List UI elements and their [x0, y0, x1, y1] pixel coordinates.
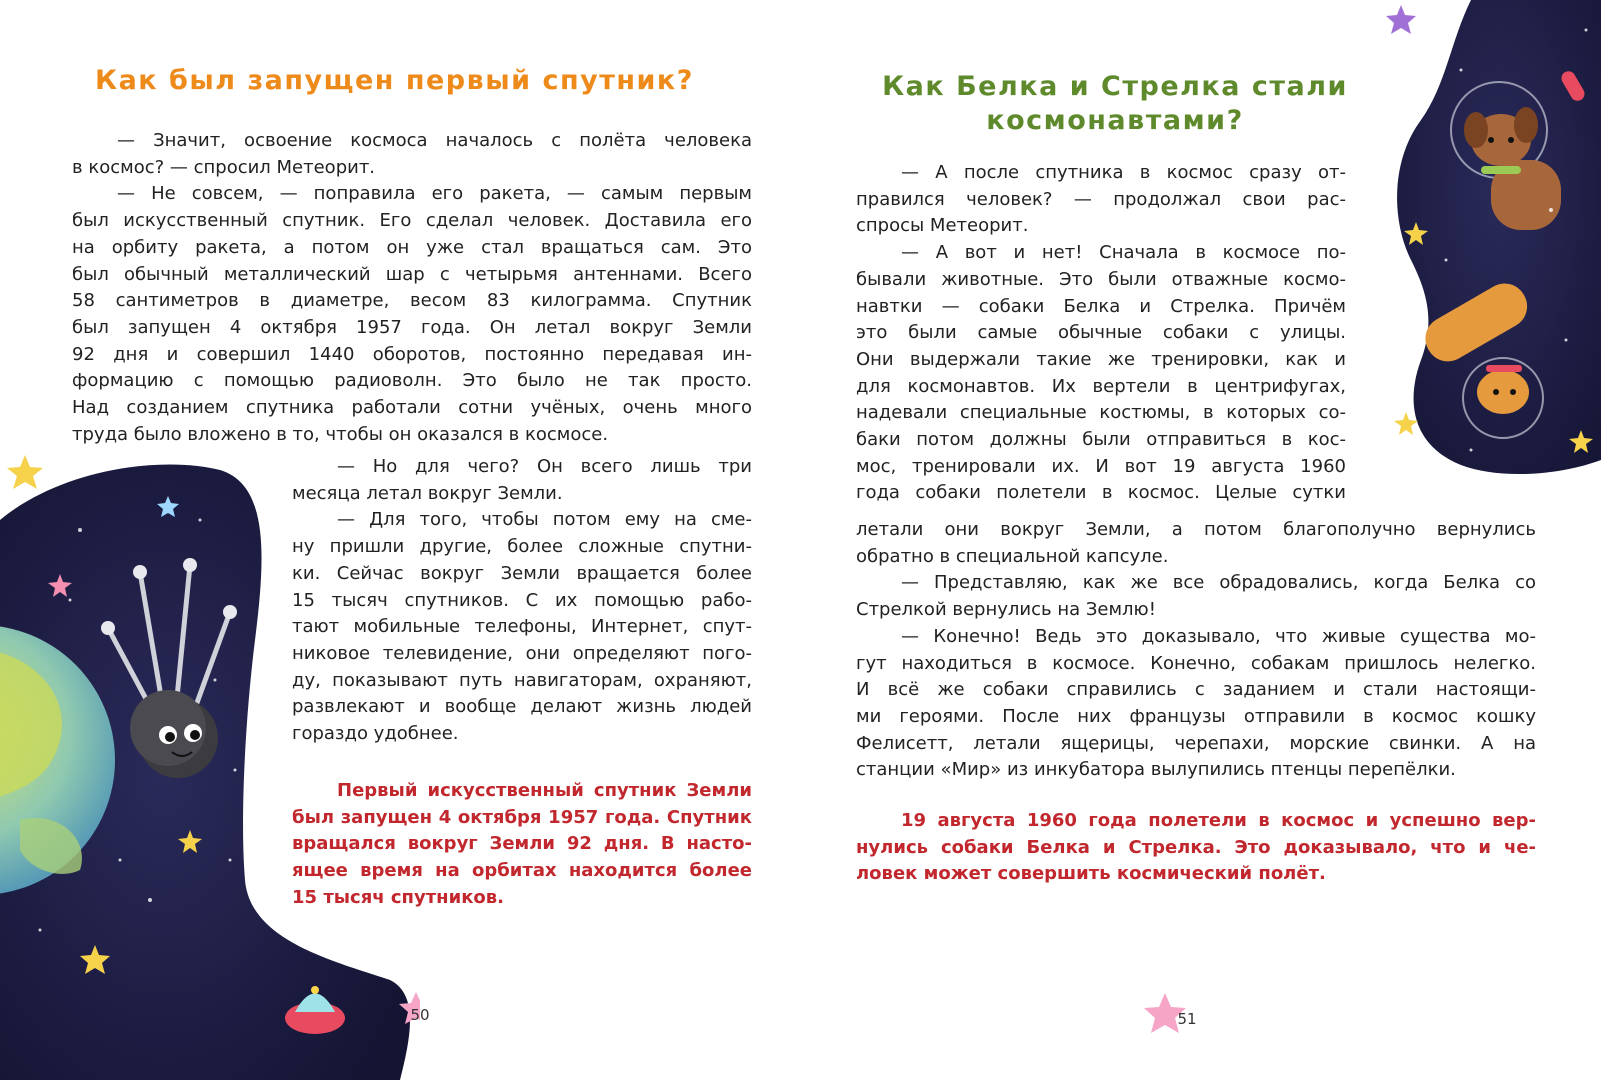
text-line: для космонавтов. Их вертели в центрифугах, [856, 375, 1346, 397]
text-line: формацию с помощью радиоволн. Это было не так просто. [72, 370, 752, 392]
text-line: — Значит, освоение космоса началось с полёта человека [117, 130, 752, 151]
text-line: навтки — собаки Белка и Стрелка. Причём [856, 295, 1346, 317]
text-line: летали они вокруг Земли, а потом благополучно вернулись [856, 519, 1536, 540]
text-line: был искусственный спутник. Его сделал человек. Доставила его [72, 210, 752, 232]
left-page-text-top [72, 128, 752, 448]
text-line: тают мобильные телефоны, Интернет, спут- [292, 616, 752, 638]
text-line: на орбиту ракета, а потом он уже стал вращаться сам. Это [72, 236, 752, 258]
text-line: 92 дня и совершил 1440 оборотов, постоянно передавая ин- [72, 343, 752, 365]
summary-line: ловек может совершить космический полёт. [856, 863, 1326, 885]
text-line: бывали животные. Это были отважные космо- [856, 268, 1346, 290]
text-line: ки. Сейчас вокруг Земли вращается более [292, 562, 752, 584]
text-line: гораздо удобнее. [292, 723, 459, 745]
text-line: развлекают и вообще делают жизнь людей [292, 696, 752, 718]
left-page-title: Как был запущен первый спутник? [95, 65, 694, 96]
summary-line: нулись собаки Белка и Стрелка. Это доказывало, что и че- [856, 836, 1536, 858]
right-page-text-top [856, 160, 1346, 507]
text-line: был запущен 4 октября 1957 года. Он летал вокруг Земли [72, 316, 752, 338]
text-line: баки потом должны были отправиться в кос- [856, 429, 1346, 451]
left-page-summary [292, 778, 752, 912]
text-line: Фелисетт, летали ящерицы, черепахи, морские свинки. А на [856, 732, 1536, 754]
left-page-text-bottom [292, 454, 752, 748]
page-number-right: 51 [1177, 1010, 1197, 1028]
text-line: — Но для чего? Он всего лишь три [337, 456, 752, 477]
right-page-text-bottom [856, 517, 1536, 784]
text-line: — А вот и нет! Сначала в космосе по- [901, 242, 1346, 264]
text-line: ну пришли другие, более сложные спутни- [292, 536, 752, 558]
text-line: И всё же собаки справились с заданием и стали настоящи- [856, 679, 1536, 701]
text-line: Они выдержали такие же тренировки, как и [856, 348, 1346, 370]
text-line: — Конечно! Ведь это доказывало, что живые существа мо- [901, 625, 1536, 647]
page-number-left: 50 [410, 1006, 430, 1024]
purple-star [1386, 5, 1416, 34]
text-line: 15 тысяч спутников. С их помощью рабо- [292, 589, 752, 611]
text-line: никовое телевидение, они определяют пого- [292, 642, 752, 664]
text-line: гут находиться в космосе. Конечно, собакам пришлось нелегко. [856, 652, 1536, 674]
title-line: космонавтами? [986, 105, 1244, 136]
text-line: труда было вложено в то, чтобы он оказался в космосе. [72, 423, 609, 445]
text-line: ми героями. После них французы отправили в космос кошку [856, 705, 1536, 727]
text-line: ду, показывают путь навигаторам, охраняют, [292, 669, 752, 691]
text-line: станции «Мир» из инкубатора вылупились птенцы перепёлки. [856, 759, 1456, 781]
text-line: — Для того, чтобы потом ему на сме- [337, 509, 752, 531]
text-line: это были самые обычные собаки с улицы. [856, 322, 1346, 344]
summary-line: ящее время на орбитах находится более [292, 860, 752, 882]
text-line: правился человек? — продолжал свои рас- [856, 188, 1346, 210]
space-illustration-right [1351, 0, 1601, 500]
summary-line: был запущен 4 октября 1957 года. Спутник [292, 806, 752, 828]
text-line: в космос? — спросил Метеорит. [72, 156, 376, 178]
summary-line: 15 тысяч спутников. [292, 886, 505, 908]
text-line: — А после спутника в космос сразу от- [901, 162, 1346, 183]
summary-line: вращался вокруг Земли 92 дня. В насто- [292, 833, 752, 855]
text-line: Стрелкой вернулись на Землю! [856, 599, 1156, 621]
text-line: надевали специальные костюмы, в которых со- [856, 402, 1346, 424]
text-line: 58 сантиметров в диаметре, весом 83 килограмма. Спутник [72, 290, 752, 312]
text-line: обратно в специальной капсуле. [856, 545, 1169, 567]
right-page-summary [856, 808, 1536, 888]
text-line: Над созданием спутника работали сотни учёных, очень много [72, 397, 752, 419]
summary-line: 19 августа 1960 года полетели в космос и успешно вер- [901, 810, 1536, 831]
title-line: Как Белка и Стрелка стали [882, 71, 1348, 102]
text-line: — Не совсем, — поправила его ракета, — самым первым [117, 183, 752, 205]
text-line: мос, тренировали их. И вот 19 августа 1960 [856, 455, 1346, 477]
summary-line: Первый искусственный спутник Земли [337, 780, 752, 801]
text-line: спросы Метеорит. [856, 215, 1029, 237]
text-line: — Представляю, как же все обрадовались, когда Белка со [901, 572, 1536, 594]
text-line: был обычный металлический шар с четырьмя антеннами. Всего [72, 263, 752, 285]
text-line: месяца летал вокруг Земли. [292, 482, 563, 504]
text-line: года собаки полетели в космос. Целые сутки [856, 482, 1346, 504]
right-page-title [855, 70, 1375, 138]
